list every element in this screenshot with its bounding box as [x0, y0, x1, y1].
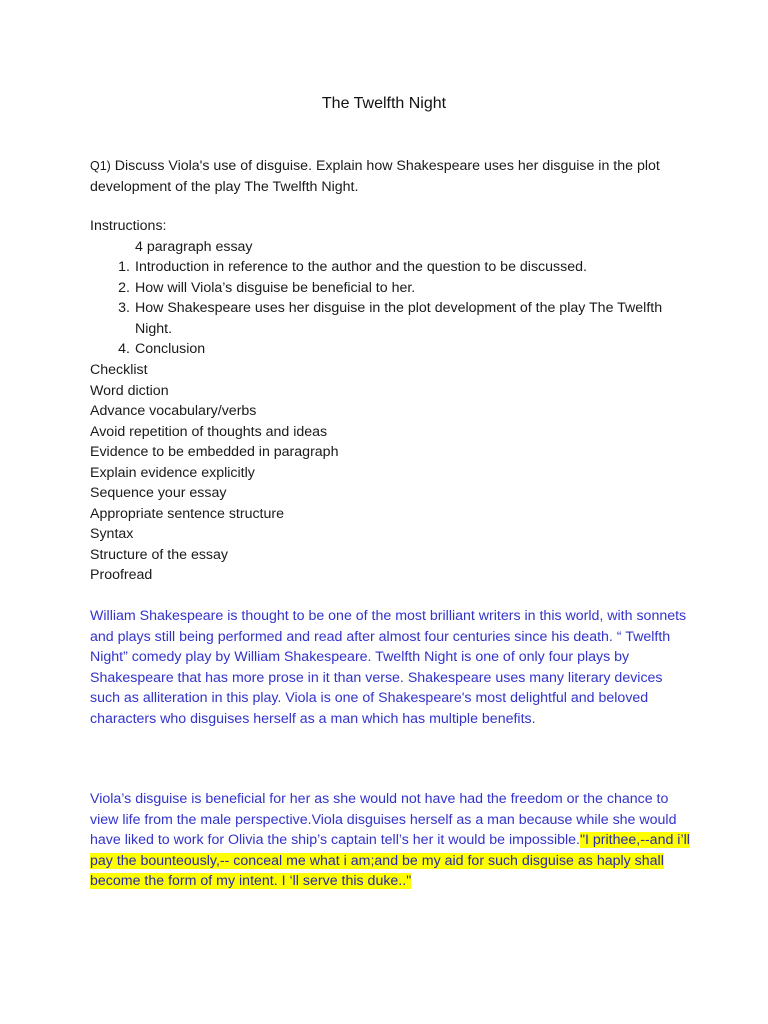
- essay-paragraph-text: Viola’s disguise is beneficial for her as she would not have had the freedom or the chance to view life from the male perspective.Viola disguises herself as a man because while she would have liked to work for Olivia the ship’s captain tell’s her it would be impossible.: [90, 791, 677, 848]
- checklist-item: Proofread: [90, 567, 153, 583]
- checklist-item: Structure of the essay: [90, 546, 229, 563]
- essay-paragraph-intro: William Shakespeare is thought to be one of the most brilliant writers in this world, with sonnets and plays still being performed and read after almost four centuries since his death. “ Twelfth Night” comedy play by William Shakespeare. Twelfth Night is one of only four plays by Shakespeare that has more prose in it than verse. Shakespeare uses many literary devices such as alliteration in this play. Viola is one of Shakespeare's most delightful and beloved characters who disguises herself as a man which has multiple benefits.: [90, 608, 687, 727]
- instruction-text: How will Viola’s disguise be beneficial to her.: [135, 279, 416, 296]
- checklist-item: Advance vocabulary/verbs: [90, 403, 257, 419]
- question-text: Discuss Viola's use of disguise. Explain how Shakespeare uses her disguise in the plot development of the play The Twelfth Night.: [90, 158, 660, 195]
- instruction-number: 3.: [118, 300, 130, 316]
- instruction-text: How Shakespeare uses her disguise in the plot development of the play The Twelfth Night.: [135, 300, 663, 337]
- instruction-item: [90, 278, 690, 299]
- checklist-item: Explain evidence explicitly: [90, 464, 255, 481]
- instruction-item: [90, 257, 690, 278]
- instruction-number: 4.: [118, 341, 130, 357]
- question-block: [90, 156, 690, 197]
- essay-paragraph-disguise: [90, 789, 690, 892]
- question-number: Q1): [90, 159, 111, 173]
- document-title: The Twelfth Night: [321, 95, 447, 112]
- checklist-item: Appropriate sentence structure: [90, 505, 285, 522]
- checklist-item: Sequence your essay: [90, 485, 227, 501]
- instruction-item: [90, 339, 690, 360]
- instruction-text: Introduction in reference to the author and the question to be discussed.: [135, 259, 587, 275]
- checklist-block: [90, 360, 690, 586]
- checklist-item: Syntax: [90, 526, 134, 542]
- instruction-item: [90, 298, 690, 339]
- instructions-note: 4 paragraph essay: [135, 238, 253, 255]
- instruction-text: Conclusion: [135, 341, 206, 357]
- instruction-number: 2.: [118, 279, 130, 296]
- checklist-item: Avoid repetition of thoughts and ideas: [90, 423, 328, 440]
- checklist-item: Word diction: [90, 382, 169, 399]
- checklist-item: Evidence to be embedded in paragraph: [90, 444, 339, 460]
- highlighted-quote: "I prithee,--and i’ll pay the bounteously,-- conceal me what i am;and be my aid for such disguise as haply shall become the form of my intent. I ‘ll serve this duke..": [90, 832, 690, 889]
- instructions-block: [90, 216, 690, 360]
- instructions-heading: Instructions:: [90, 218, 167, 234]
- checklist-heading: Checklist: [90, 362, 148, 378]
- instruction-number: 1.: [118, 259, 130, 275]
- instructions-list: [90, 257, 690, 360]
